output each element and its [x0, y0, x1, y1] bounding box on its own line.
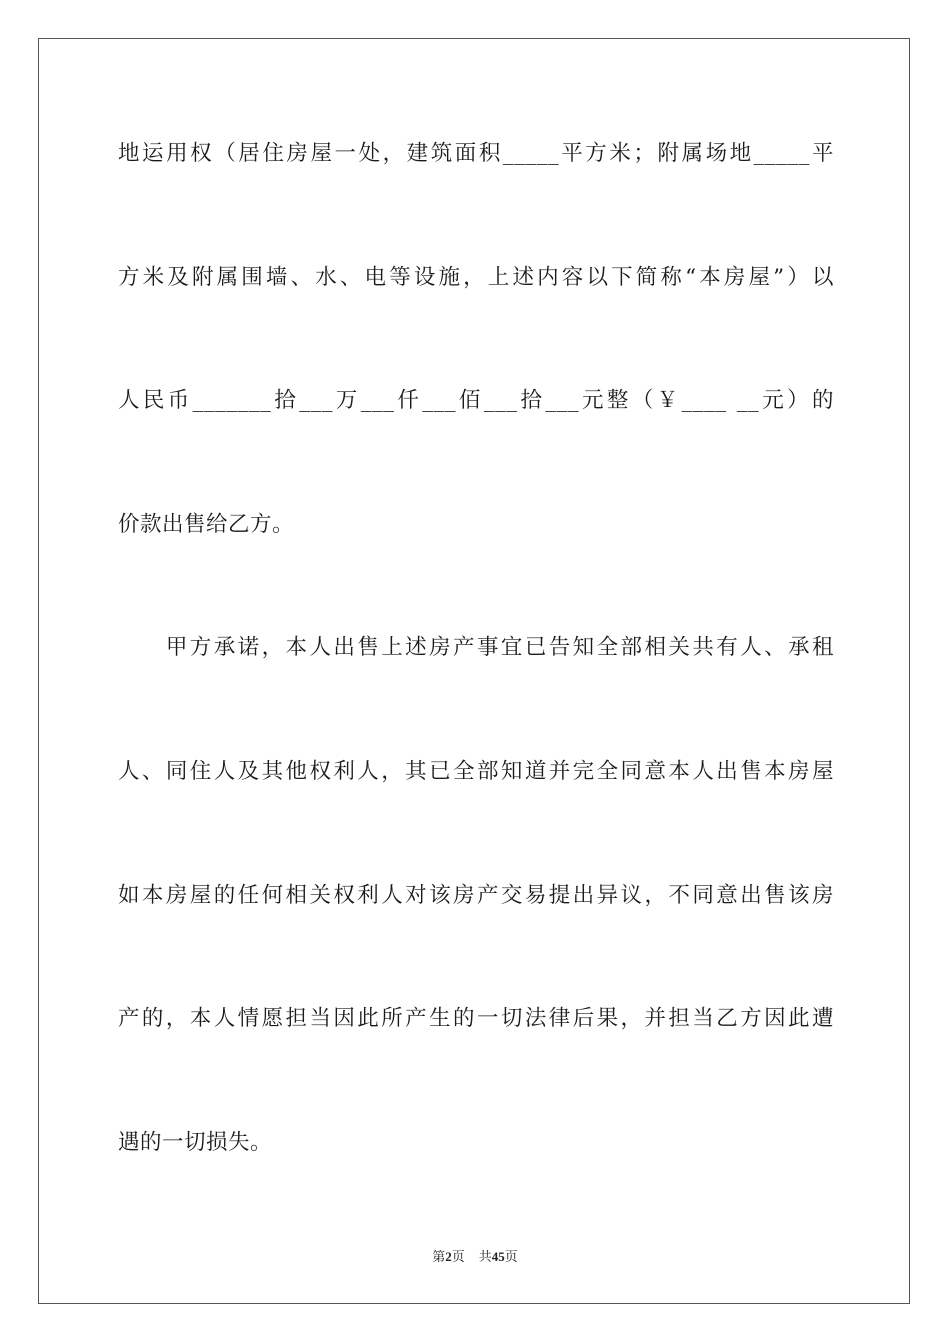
page-prefix: 第 [432, 1250, 446, 1265]
body-line-4: 价款出售给乙方。 [118, 512, 295, 537]
page-number: 2 [445, 1249, 452, 1264]
body-line-6: 人、同住人及其他权利人，其已全部知道并完全同意本人出售本房屋 [118, 759, 834, 784]
page-border [38, 38, 910, 1304]
body-line-9: 遇的一切损失。 [118, 1130, 273, 1155]
total-prefix: 共 [478, 1250, 492, 1265]
body-line-7: 如本房屋的任何相关权利人对该房产交易提出异议，不同意出售该房 [118, 883, 834, 908]
total-suffix: 页 [504, 1250, 518, 1265]
body-line-8: 产的，本人情愿担当因此所产生的一切法律后果，并担当乙方因此遭 [118, 1006, 834, 1031]
page-footer [0, 1248, 950, 1267]
body-line-3: 人民币_______拾___万___仟___佰___拾___元整（￥____ __元）的 [118, 388, 834, 413]
body-line-5: 甲方承诺，本人出售上述房产事宜已告知全部相关共有人、承租 [118, 635, 834, 660]
page-suffix: 页 [451, 1250, 465, 1265]
total-pages: 45 [491, 1249, 505, 1264]
body-line-1: 地运用权（居住房屋一处，建筑面积_____平方米；附属场地_____平 [118, 141, 834, 166]
body-line-2: 方米及附属围墙、水、电等设施，上述内容以下简称“本房屋”）以 [118, 265, 834, 290]
